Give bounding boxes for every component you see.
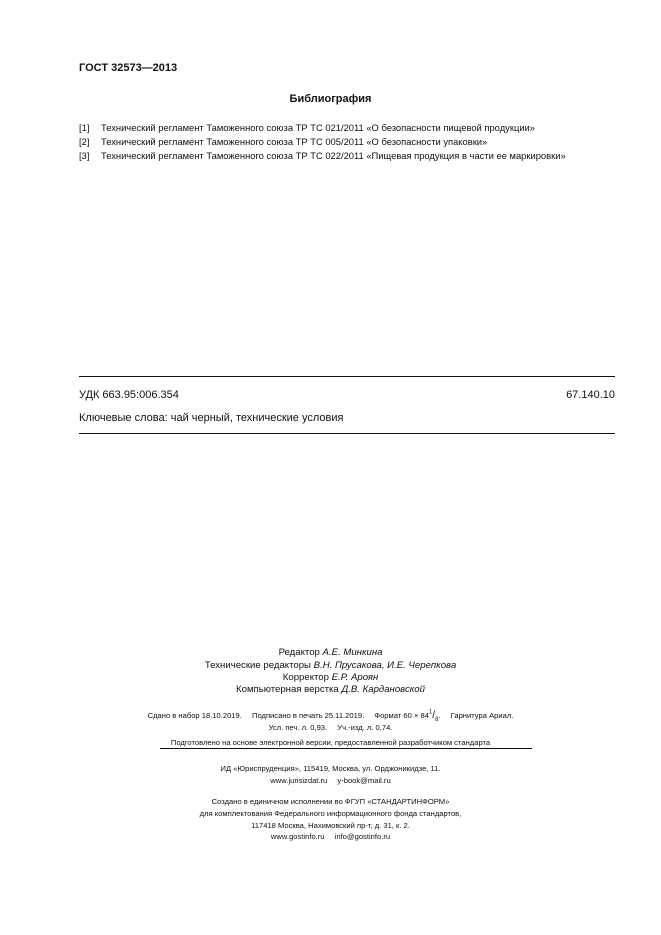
reference-text: Технический регламент Таможенного союза ТР ТС 021/2011 «О безопасности пищевой продукции» [101, 122, 536, 133]
format-numerator: 1 [428, 710, 433, 716]
credit-name: В.Н. Прусакова, И.Е. Черепкова [313, 660, 457, 671]
producer-contacts [0, 832, 661, 841]
signed-to-print: Подписано в печать 25.11.2019. [252, 711, 365, 721]
credit-layout [0, 684, 661, 695]
prepared-note: Подготовлено на основе электронной версии, предоставленной разработчиком стандарта [170, 738, 491, 747]
credit-name: Е.Р. Ароян [331, 672, 379, 683]
credit-name: Д.В. Кардановской [341, 684, 425, 695]
credit-editor [0, 647, 661, 658]
reference-number: [2] [79, 136, 90, 147]
publisher-email-link[interactable]: y-book@mail.ru [337, 776, 391, 785]
paper-format: Формат $60 \times 84^1/_8$. [374, 710, 441, 724]
producer-line-1: Создано в единичном исполнении во ФГУП «СТАНДАРТИНФОРМ» [211, 797, 450, 806]
imprint-line-1 [0, 710, 661, 723]
credit-label: Корректор [282, 672, 329, 683]
publishing-sheets: Уч.-изд. л. 0,74. [337, 723, 393, 732]
reference-text: Технический регламент Таможенного союза ТР ТС 022/2011 «Пищевая продукция в части ее маркировки» [101, 150, 566, 161]
credit-corrector [0, 672, 661, 683]
udk-code: УДК 663.95:006.354 [79, 389, 179, 401]
divider-top [79, 376, 615, 377]
standard-header: ГОСТ 32573—2013 [79, 62, 178, 74]
producer-email-link[interactable]: info@gostinfo.ru [334, 832, 391, 841]
keywords: Ключевые слова: чай черный, технические условия [79, 412, 344, 424]
credit-label: Редактор [278, 647, 320, 658]
credit-name: А.Е. Минкина [322, 647, 383, 658]
credit-tech-editors [0, 660, 661, 671]
credit-label: Технические редакторы [204, 660, 311, 671]
bibliography-item [79, 122, 535, 133]
bibliography-item [79, 150, 566, 161]
publisher-site-link[interactable]: www.jurisizdat.ru [270, 776, 328, 785]
oks-code: 67.140.10 [566, 389, 615, 401]
reference-number: [3] [79, 150, 90, 161]
producer-line-3: 117418 Москва, Нахимовский пр-т, д. 31, к. 2. [251, 821, 410, 830]
publisher-address: ИД «Юриспруденция», 115419, Москва, ул. Орджоникидзе, 11. [220, 764, 441, 773]
imprint-line-2 [0, 723, 661, 732]
format-fraction: $^1/_8$ [428, 710, 439, 724]
divider-bottom [79, 433, 615, 434]
typeface: Гарнитура Ариал. [450, 711, 514, 721]
reference-text: Технический регламент Таможенного союза ТР ТС 005/2011 «О безопасности упаковки» [101, 136, 488, 147]
divider-imprint [160, 748, 532, 749]
bibliography-item [79, 136, 487, 147]
publisher-contacts [0, 776, 661, 785]
bibliography-title: Библиография [289, 93, 372, 105]
print-sheets: Усл. печ. л. 0,93. [268, 723, 328, 732]
format-text: Формат 60 × 84 [374, 711, 429, 721]
reference-number: [1] [79, 122, 90, 133]
producer-site-link[interactable]: www.gostinfo.ru [270, 832, 325, 841]
producer-line-2: для комплектования Федерального информационного фонда стандартов, [199, 809, 462, 818]
credit-label: Компьютерная верстка [236, 684, 339, 695]
format-denominator: 8 [435, 717, 439, 724]
sent-to-set: Сдано в набор 18.10.2019. [147, 711, 242, 721]
